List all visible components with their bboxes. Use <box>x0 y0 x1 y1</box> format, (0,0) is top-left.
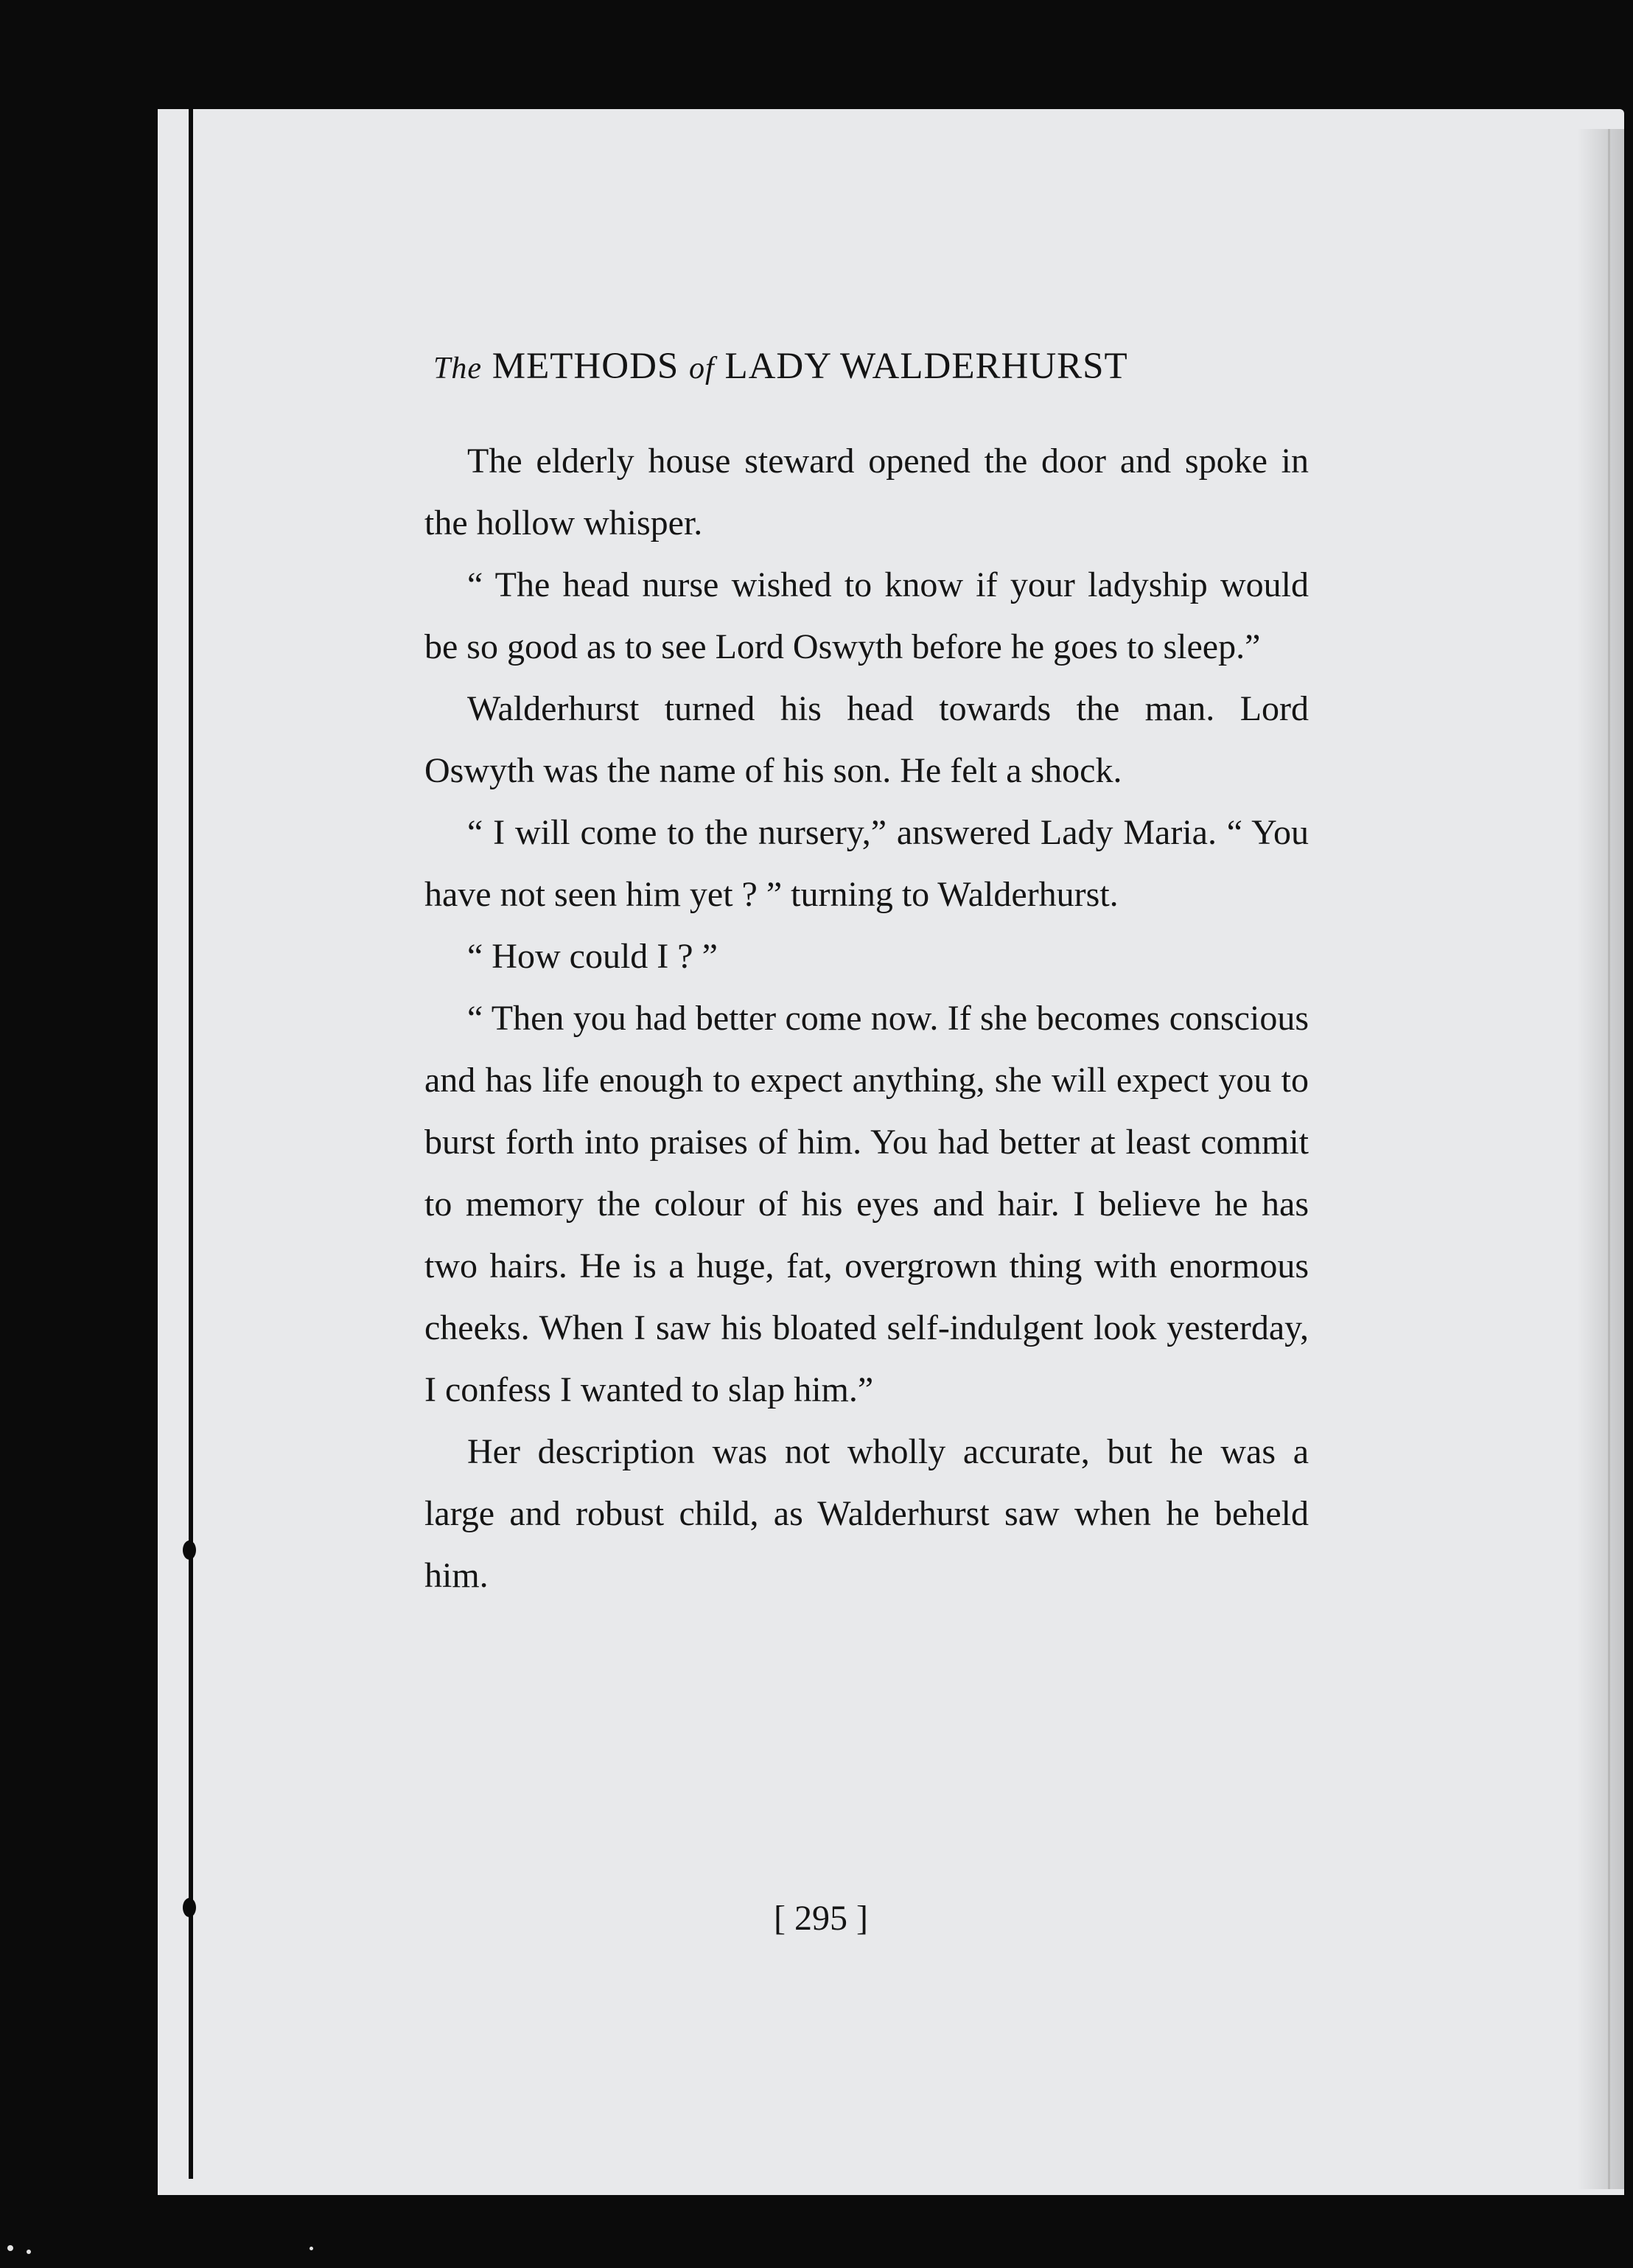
paragraph: “ I will come to the nursery,” answered Lady Maria. “ You have not seen him yet ? ” turning to Walderhurst. <box>424 813 1309 914</box>
running-head <box>433 345 1318 388</box>
paragraph: “ The head nurse wished to know if your ladyship would be so good as to see Lord Oswyth before he goes to sleep.” <box>424 565 1309 666</box>
gutter-mark <box>183 1541 196 1560</box>
running-head-methods: METHODS <box>492 346 679 387</box>
running-head-lady: LADY WALDERHURST <box>724 346 1128 387</box>
page-edge-shadow <box>1577 129 1624 2189</box>
paragraph: “ Then you had better come now. If she becomes conscious and has life enough to expect anything, she will expect you to burst forth into praises of him. You had better at least commit to memory the colour of his eyes and hair. I believe he has two hairs. He is a huge, fat, overgrown thing with enormous cheeks. When I saw his bloated self-indulgent look yesterday, I confess I wanted to slap him.” <box>424 999 1309 1409</box>
paragraph: The elderly house steward opened the door and spoke in the hollow whisper. <box>424 442 1309 542</box>
paragraph: Her description was not wholly accurate, but he was a large and robust child, as Walderhurst saw when he beheld him. <box>424 1432 1309 1595</box>
page-edge-line <box>1608 129 1610 2189</box>
scan-border <box>0 2241 1633 2268</box>
paragraph: Walderhurst turned his head towards the man. Lord Oswyth was the name of his son. He felt a shock. <box>424 689 1309 790</box>
dust-speck <box>310 2247 313 2250</box>
body-text <box>424 430 1309 1607</box>
binding-gutter <box>189 109 193 2179</box>
dust-speck <box>7 2245 13 2251</box>
paragraph: “ How could I ? ” <box>467 937 718 976</box>
page-number: [ 295 ] <box>774 1899 868 1938</box>
running-head-the: The <box>433 352 482 385</box>
dust-speck <box>27 2250 31 2254</box>
running-head-of: of <box>689 352 715 385</box>
gutter-mark <box>183 1898 196 1917</box>
